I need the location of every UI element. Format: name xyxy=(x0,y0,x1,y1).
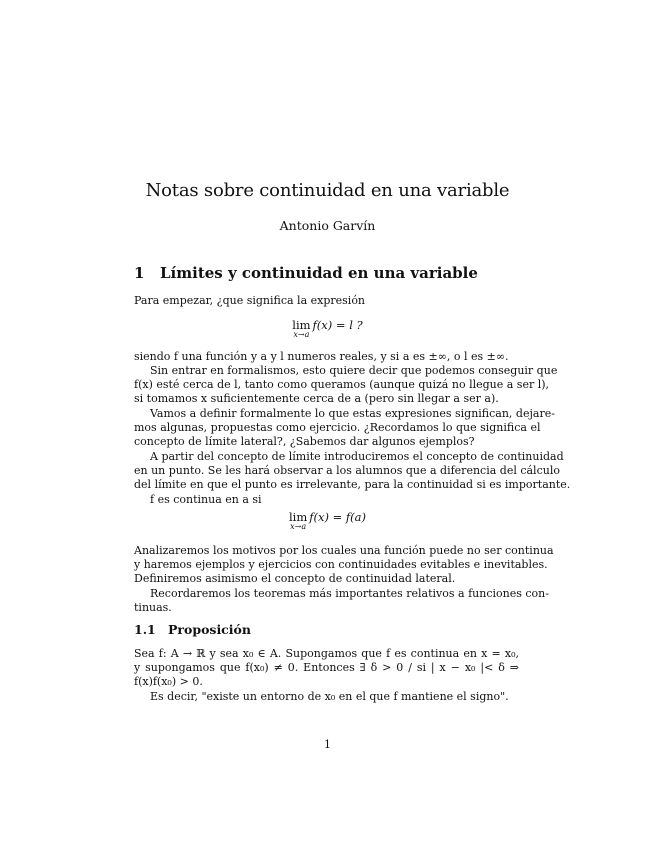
section-title: Límites y continuidad en una variable xyxy=(160,264,478,282)
paragraph-7-line: Recordaremos los teoremas más importantes relativos a funciones con- xyxy=(150,587,549,600)
formula-expression: f(x) = l ? xyxy=(312,318,363,332)
page-number: 1 xyxy=(324,738,331,751)
lim-subscript: x→a xyxy=(293,330,310,339)
section-heading xyxy=(134,264,534,282)
paragraph-4-line: del límite en que el punto es irrelevante, para la continuidad si es importante. xyxy=(134,478,571,491)
paragraph-4-line: en un punto. Se les hará observar a los alumnos que a diferencia del cálculo xyxy=(134,464,560,477)
paragraph-2-line: f(x) esté cerca de l, tanto como queramos (aunque quizá no llegue a ser l), xyxy=(134,378,550,391)
subsection-heading xyxy=(134,622,534,637)
limit-formula-2 xyxy=(0,510,655,531)
lim-word: lim xyxy=(288,510,308,524)
paragraph-4-line: A partir del concepto de límite introduciremos el concepto de continuidad xyxy=(150,450,564,463)
paragraph-2-line: Sin entrar en formalismos, esto quiere decir que podemos conseguir que xyxy=(150,364,558,377)
paragraph-6-line: Analizaremos los motivos por los cuales una función puede no ser continua xyxy=(134,544,554,557)
paragraph-7-line: tinuas. xyxy=(134,601,172,614)
lim-word: lim xyxy=(292,318,311,332)
lim-subscript: x→a xyxy=(290,522,307,531)
paragraph-3-line: concepto de límite lateral?, ¿Sabemos dar algunos ejemplos? xyxy=(134,435,475,448)
paragraph-9: Es decir, "existe un entorno de x₀ en el que f mantiene el signo". xyxy=(150,690,509,703)
paragraph-8-line: Sea f: A → ℝ y sea x₀ ∈ A. Supongamos que f es continua en x = x₀, xyxy=(134,647,519,660)
limit-formula-1 xyxy=(0,318,655,339)
paragraph-6-line: y haremos ejemplos y ejercicios con continuidades evitables e inevitables. xyxy=(134,558,548,571)
document-author: Antonio Garvín xyxy=(279,218,376,233)
paragraph-2-line: si tomamos x suficientemente cerca de a (pero sin llegar a ser a). xyxy=(134,392,499,405)
paragraph-5: f es continua en a si xyxy=(150,493,262,506)
paragraph-8-line: f(x)f(x₀) > 0. xyxy=(134,675,203,688)
paragraph-1: siendo f una función y a y l numeros reales, y si a es ±∞, o l es ±∞. xyxy=(134,350,509,363)
intro-text: Para empezar, ¿que significa la expresión xyxy=(134,294,366,307)
subsection-number: 1.1 xyxy=(134,622,156,637)
paragraph-8-line: y supongamos que f(x₀) ≠ 0. Entonces ∃ δ > 0 / si | x − x₀ |< δ ⇒ xyxy=(134,661,519,674)
paragraph-3-line: Vamos a definir formalmente lo que estas expresiones significan, dejare- xyxy=(150,407,555,420)
paragraph-3-line: mos algunas, propuestas como ejercicio. ¿Recordamos lo que significa el xyxy=(134,421,541,434)
paragraph-6-line: Definiremos asimismo el concepto de continuidad lateral. xyxy=(134,572,456,585)
subsection-title: Proposición xyxy=(168,622,251,637)
formula-expression: f(x) = f(a) xyxy=(309,510,366,524)
lim-operator xyxy=(289,510,307,531)
section-number: 1 xyxy=(134,264,145,282)
document-title: Notas sobre continuidad en una variable xyxy=(145,180,510,201)
lim-operator xyxy=(292,318,310,339)
